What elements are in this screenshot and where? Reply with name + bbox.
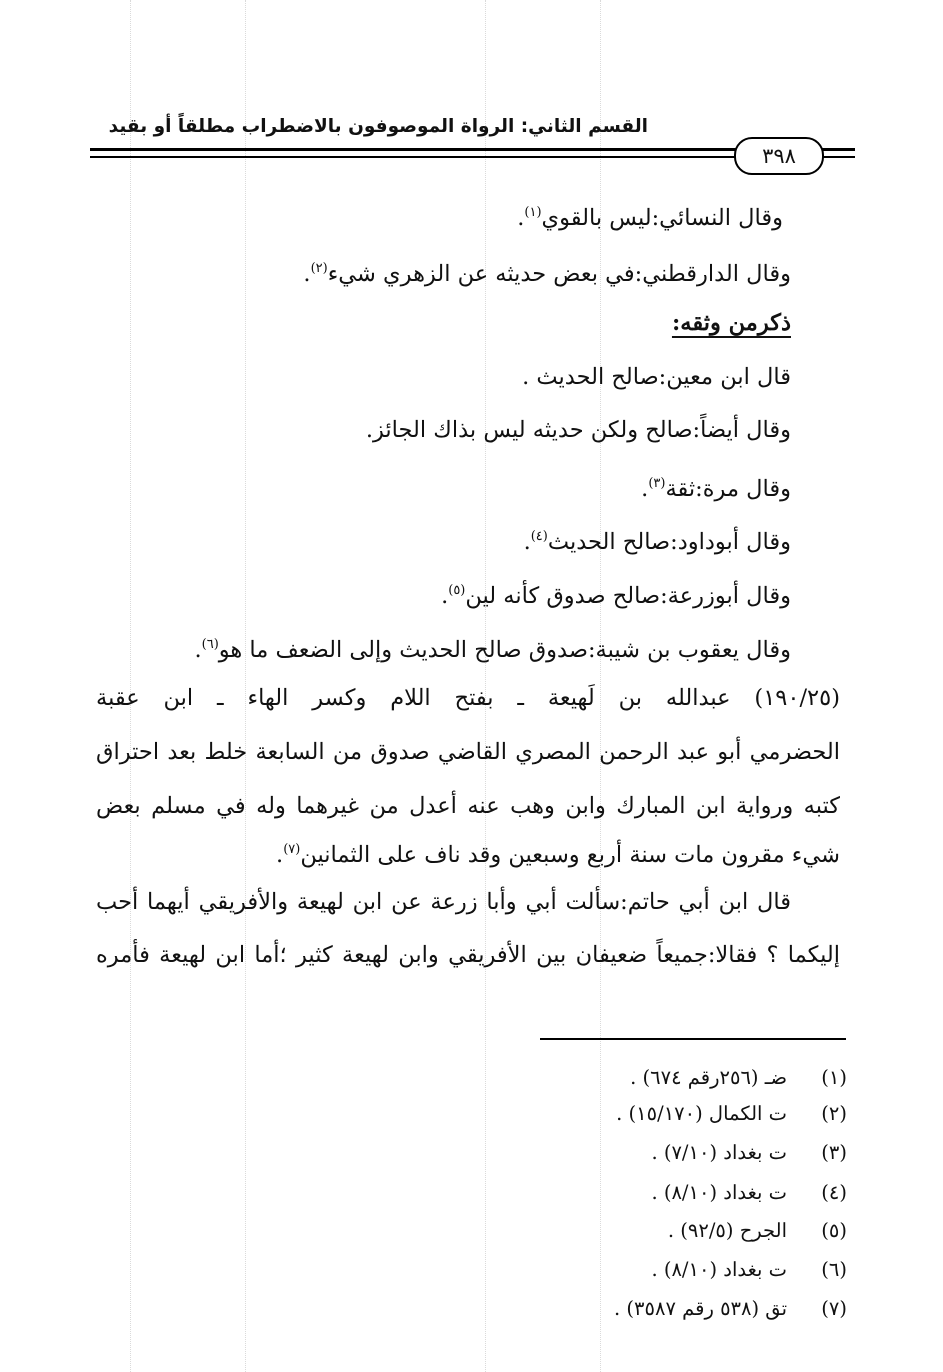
footnote-text: ت بغداد (٧/١٠) .: [651, 1141, 787, 1164]
body-line: وقال أبوداود:صالح الحديث$^{(٤)}$.: [523, 529, 791, 555]
entry-line: كتبه ورواية ابن المبارك وابن وهب عنه أعدل من غيرهما وله في مسلم بعض: [96, 793, 840, 819]
body-line: وقال أيضاً:صالح ولكن حديثه ليس بذاك الجائز.: [365, 417, 791, 443]
footnote-number: (٣): [821, 1141, 847, 1164]
footnote-text: ت بغداد (٨/١٠) .: [651, 1181, 787, 1204]
footnote-text: ت بغداد (٨/١٠) .: [651, 1258, 787, 1281]
body-line: وقال أبوزرعة:صالح صدوق كأنه لين$^{(٥)}$.: [441, 583, 791, 609]
footnote-text: تق (٥٣٨ رقم ٣٥٨٧) .: [614, 1297, 787, 1320]
section-heading: ذكرمن وثقه:: [671, 310, 791, 336]
entry-line: الحضرمي أبو عبد الرحمن المصري القاضي صدوق من السابعة خلط بعد احتراق: [96, 739, 840, 765]
footnote-number: (٥): [821, 1219, 847, 1242]
footnote-text: ضـ (٢٥٦رقم ٦٧٤) .: [630, 1066, 787, 1089]
body-line: قال ابن معين:صالح الحديث .: [522, 364, 791, 390]
running-header: القسم الثاني: الرواة الموصوفون بالاضطراب مطلقاً أو بقيد: [108, 116, 648, 137]
page-number: ٣٩٨: [734, 137, 824, 175]
footnote-separator: [540, 1038, 846, 1040]
body-line: وقال الدارقطني:في بعض حديثه عن الزهري شيء$^{(٢)}$.: [303, 261, 791, 287]
footnote-number: (٤): [821, 1181, 847, 1204]
body-line: وقال النسائي:ليس بالقوي$^{(١)}$.: [517, 205, 783, 231]
body-line: وقال يعقوب بن شيبة:صدوق صالح الحديث وإلى الضعف ما هو$^{(٦)}$.: [194, 637, 791, 663]
body-line: وقال مرة:ثقة$^{(٣)}$.: [641, 476, 791, 502]
footnote-number: (٧): [821, 1297, 847, 1320]
footnote-number: (١): [821, 1066, 847, 1089]
footnote-number: (٦): [821, 1258, 847, 1281]
footnote-number: (٢): [821, 1102, 847, 1125]
footnote-text: ت الكمال (١٥/١٧٠) .: [616, 1102, 787, 1125]
body-line: إليكما ؟ فقالا:جميعاً ضعيفان بين الأفريقي وابن لهيعة كثير ؛أما ابن لهيعة فأمره: [96, 942, 840, 968]
entry-line: شيء مقرون مات سنة أربع وسبعين وقد ناف على الثمانين$^{(٧)}$.: [276, 842, 840, 868]
footnote-text: الجرح (٩٢/٥) .: [667, 1219, 787, 1242]
body-line: قال ابن أبي حاتم:سألت أبي وأبا زرعة عن ابن لهيعة والأفريقي أيهما أحب: [96, 889, 791, 915]
entry-line: (١٩٠/٢٥) عبدالله بن لَهيعة ـ بفتح اللام وكسر الهاء ـ ابن عقبة: [96, 685, 840, 711]
